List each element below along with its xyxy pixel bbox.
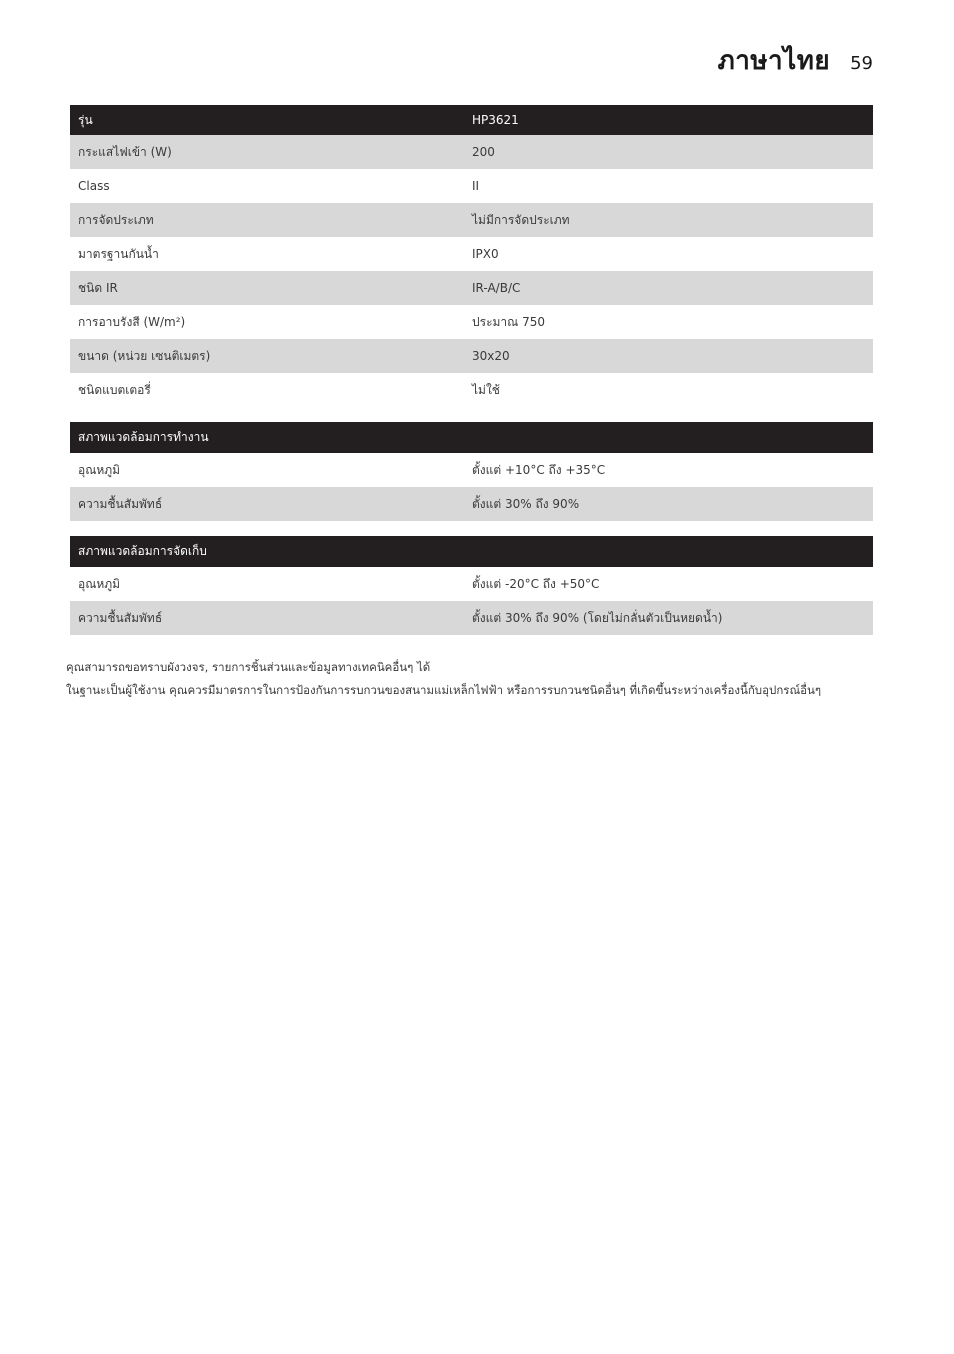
table-row	[70, 203, 873, 237]
table-row	[70, 237, 873, 271]
page-number: 59	[850, 53, 873, 74]
language-title: ภาษาไทย	[717, 46, 831, 76]
row-value: 30x20	[472, 349, 510, 363]
operating-section-header	[70, 422, 873, 453]
row-label: การจัดประเภท	[78, 212, 154, 227]
row-label: มาตรฐานกันน้ำ	[78, 246, 159, 261]
spec-header-label: รุ่น	[78, 112, 93, 127]
row-label: อุณหภูมิ	[78, 576, 121, 591]
spec-header-value: HP3621	[472, 113, 519, 127]
specifications-table	[70, 105, 873, 407]
row-value: ตั้งแต่ -20°C ถึง +50°C	[472, 576, 600, 591]
row-value: ตั้งแต่ +10°C ถึง +35°C	[472, 462, 606, 477]
row-value: ไม่ใช้	[472, 382, 500, 397]
row-value: II	[472, 179, 480, 193]
row-label: Class	[78, 179, 110, 193]
row-value: ไม่มีการจัดประเภท	[472, 212, 570, 227]
table-row	[70, 453, 873, 487]
row-value: IPX0	[472, 247, 499, 261]
row-label: ชนิดแบตเตอรี่	[78, 382, 151, 397]
row-value: ประมาณ 750	[472, 314, 546, 329]
table-row	[70, 305, 873, 339]
notes-section	[66, 656, 886, 702]
storage-section-title: สภาพแวดล้อมการจัดเก็บ	[78, 544, 207, 558]
row-value: 200	[472, 145, 495, 159]
table-row	[70, 373, 873, 407]
row-label: ขนาด (หน่วย เซนติเมตร)	[78, 348, 211, 363]
row-value: ตั้งแต่ 30% ถึง 90% (โดยไม่กลั่นตัวเป็นหยดน้ำ)	[472, 610, 723, 625]
row-value: ตั้งแต่ 30% ถึง 90%	[472, 496, 580, 511]
table-row	[70, 487, 873, 521]
row-label: อุณหภูมิ	[78, 462, 121, 477]
row-label: การอาบรังสี (W/m²)	[78, 314, 186, 329]
table-row	[70, 135, 873, 169]
note-paragraph: คุณสามารถขอทราบผังวงจร, รายการชิ้นส่วนและข้อมูลทางเทคนิคอื่นๆ ได้	[66, 660, 431, 674]
table-row	[70, 271, 873, 305]
table-row	[70, 601, 873, 635]
operating-section-title: สภาพแวดล้อมการทำงาน	[78, 430, 209, 444]
row-label: ชนิด IR	[78, 280, 118, 295]
row-label: ความชื้นสัมพัทธ์	[78, 496, 163, 511]
table-row	[70, 567, 873, 601]
page-header	[718, 40, 873, 81]
spec-header-row	[70, 105, 873, 135]
table-row	[70, 339, 873, 373]
table-row	[70, 169, 873, 203]
note-paragraph: ในฐานะเป็นผู้ใช้งาน คุณควรมีมาตรการในการป้องกันการรบกวนของสนามแม่เหล็กไฟฟ้า หรือการรบกวนชนิดอื่นๆ ที่เกิดขึ้นระหว่างเครื่องนี้กับอุปกรณ์อื่นๆ	[66, 683, 822, 697]
operating-environment-table	[70, 422, 873, 521]
storage-section-header	[70, 536, 873, 567]
row-value: IR-A/B/C	[472, 281, 521, 295]
row-label: กระแสไฟเข้า (W)	[78, 144, 172, 159]
row-label: ความชื้นสัมพัทธ์	[78, 610, 163, 625]
storage-environment-table	[70, 536, 873, 635]
